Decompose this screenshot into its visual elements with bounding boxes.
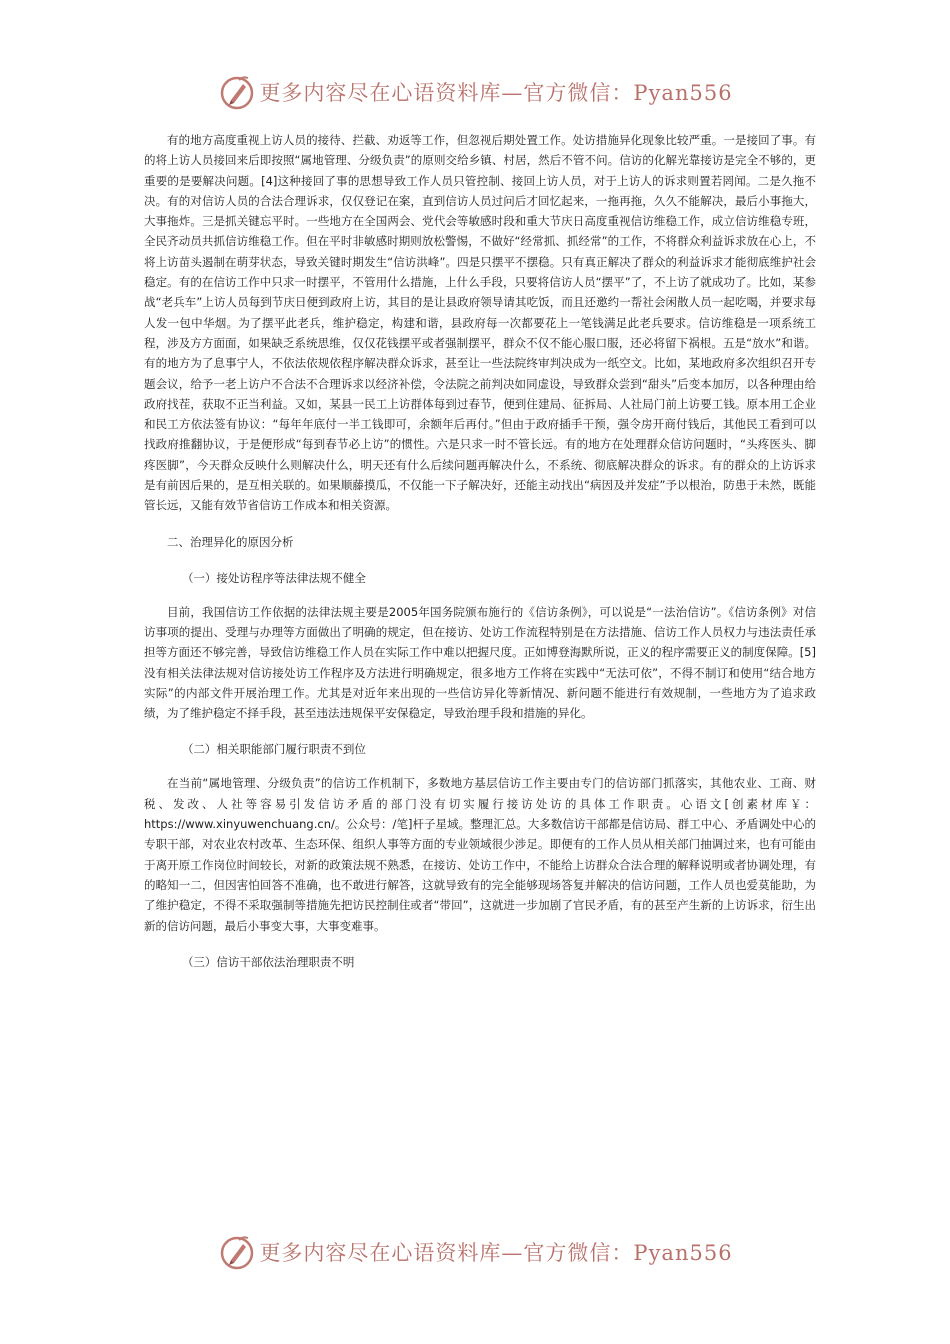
subsection-title-1: （一）接处访程序等法律法规不健全 (181, 570, 366, 585)
footer-banner (0, 1232, 950, 1272)
section-title-2: 二、治理异化的原因分析 (167, 534, 294, 549)
pen-logo-icon (217, 1232, 257, 1272)
pen-logo-icon (217, 72, 257, 112)
subsection-title-3: （三）信访干部依法治理职责不明 (181, 954, 355, 969)
header-banner-text: 更多内容尽在心语资料库—官方微信：Pyan556 (259, 81, 733, 105)
header-banner (0, 72, 950, 112)
paragraph-2: 目前，我国信访工作依据的法律法规主要是2005年国务院颁布施行的《信访条例》，可以说是“一法治信访”。《信访条例》对信访事项的提出、受理与办理等方面做出了明确的规定，但在接访、处访工作流程特别是在方法措施、信访工作人员权力与违法责任承担等方面还不够完善，导致信访维稳工作人员在实际工作中难以把握尺度。正如博登海默所说，正义的程序需要正义的制度保障。[5]没有相关法律法规对信访接处访工作程序及方法进行明确规定，很多地方工作将在实践中“无法可依”，不得不制订和使用“结合地方实际”的内部文件开展治理工作。尤其是对近年来出现的一些信访异化等新情况、新问题不能进行有效规制，一些地方为了追求政绩，为了维护稳定不择手段，甚至违法违规保平安保稳定，导致治理手段和措施的异化。 (144, 604, 816, 721)
paragraph-3: 在当前“属地管理、分级负责”的信访工作机制下，多数地方基层信访工作主要由专门的信访部门抓落实，其他农业、工商、财税、发改、人社等容易引发信访矛盾的部门没有切实履行接访处访的具体工作职责。心语文[创素材库￥：https://www.xinyuwenchuang.cn/。公众号：/笔]杆子星域。整理汇总。大多数信访干部都是信访局、群工中心、矛盾调处中心的专职干部，对农业农村改革、生态环保、组织人事等方面的专业领域很少涉足。即便有的工作人员从相关部门抽调过来，也有可能由于离开原工作岗位时间较长，对新的政策法规不熟悉，在接访、处访工作中，不能给上访群众合法合理的解释说明或者协调处理，有的略知一二，但因害怕回答不准确，也不敢进行解答，这就导致有的完全能够现场答复并解决的信访问题，工作人员也爱莫能助，为了维护稳定，不得不采取强制等措施先把访民控制住或者“带回”，这就进一步加剧了官民矛盾，有的甚至产生新的上访诉求，衍生出新的信访问题，最后小事变大事，大事变难事。 (144, 776, 816, 933)
subsection-title-2: （二）相关职能部门履行职责不到位 (181, 742, 366, 757)
paragraph-1: 有的地方高度重视上访人员的接待、拦截、劝返等工作，但忽视后期处置工作。处访措施异化现象比较严重。一是接回了事。有的将上访人员接回来后即按照“属地管理、分级负责”的原则交给乡镇、村居，然后不管不问。信访的化解光靠接访是完全不够的，更重要的是要解决问题。[4]这种接回了事的思想导致工作人员只管控制、接回上访人员，对于上访人的诉求则置若罔闻。二是久拖不决。有的对信访人员的合法合理诉求，仅仅登记在案，直到信访人员过问后才回忆起来，一拖再拖，久久不能解决，最后小事拖大，大事拖炸。三是抓关键忘平时。一些地方在全国两会、党代会等敏感时段和重大节庆日高度重视信访维稳工作，成立信访维稳专班，全民齐动员共抓信访维稳工作。但在平时非敏感时期则放松警惕，不做好“经常抓、抓经常”的工作，不将群众利益诉求放在心上，不将上访苗头遏制在萌芽状态，导致关键时期发生“信访洪峰”。四是只摆平不摆稳。只有真正解决了群众的利益诉求才能彻底维护社会稳定。有的在信访工作中只求一时摆平，不管用什么措施，上什么手段，只要将信访人员“摆平”了，不上访了就成功了。比如，某参战“老兵车”上访人员每到节庆日便到政府上访，其目的是让县政府领导请其吃饭，而且还邀约一帮社会闲散人员一起吃喝，并要求每人发一包中华烟。为了摆平此老兵，维护稳定，构建和谐，县政府每一次都要花上一笔钱满足此老兵要求。信访维稳是一项系统工程，涉及方方面面，如果缺乏系统思维，仅仅花钱摆平或者强制摆平，群众不仅不能心服口服，还必将留下祸根。五是“放水”和谐。有的地方为了息事宁人，不依法依规依程序解决群众诉求，甚至让一些法院终审判决成为一纸空文。比如，某地政府多次组织召开专题会议，给予一老上访户不合法不合理诉求以经济补偿，令法院之前判决如同虚设，导致群众尝到“甜头”后变本加厉，以各种理由给政府找茬，获取不正当利益。又如，某县一民工上访群体每到过春节，便到住建局、征拆局、人社局门前上访要工钱。原本用工企业和民工方依法签有协议：“每年年底付一半工钱即可，余额年后再付。”但由于政府插手干预，强令房开商付钱后，其他民工看到可以找政府推翻协议，于是便形成“每到春节必上访”的惯性。六是只求一时不管长远。有的地方在处理群众信访问题时，“头疼医头、脚疼医脚”，今天群众反映什么则解决什么，明天还有什么后续问题再解决什么，不系统、彻底解决群众的诉求。有的群众的上访诉求是有前因后果的，是互相关联的。如果顺藤摸瓜，不仅能一下子解决好，还能主动找出“病因及并发症”予以根治，防患于未然，既能管长远，又能有效节省信访工作成本和相关资源。 (144, 133, 816, 513)
article-body (144, 130, 816, 986)
footer-banner-text: 更多内容尽在心语资料库—官方微信：Pyan556 (259, 1241, 733, 1265)
